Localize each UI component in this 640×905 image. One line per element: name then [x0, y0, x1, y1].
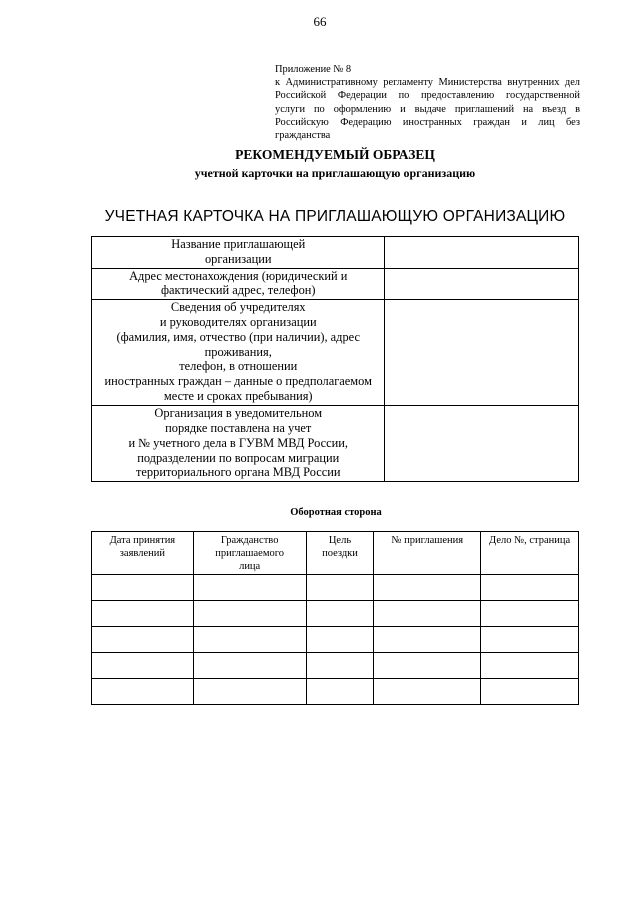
table-cell: [92, 679, 194, 705]
appendix-line: Российскую Федерацию иностранных граждан и лиц без: [275, 116, 580, 128]
table-row: [92, 627, 579, 653]
table-cell: [92, 627, 194, 653]
table-cell: [481, 575, 579, 601]
page-number: 66: [313, 14, 327, 29]
table-row: [92, 653, 579, 679]
card-row-value: [385, 237, 579, 269]
table-cell: [374, 679, 481, 705]
table-cell: [193, 627, 306, 653]
label-line: Сведения об учредителях: [170, 300, 306, 315]
table-cell: [374, 575, 481, 601]
column-header: [306, 532, 374, 575]
sample-subtitle: учетной карточки на приглашающую организацию: [194, 166, 476, 180]
card-row-value: [385, 300, 579, 406]
appendix-line: к Административному регламенту Министерства внутренних дел: [275, 77, 580, 89]
table-cell: [374, 627, 481, 653]
label-line: фактический адрес, телефон): [160, 283, 316, 298]
appendix-line: услуги по оформлению и выдаче приглашений на въезд в: [275, 103, 580, 115]
appendix-line: Приложение № 8: [275, 64, 352, 75]
reverse-side-title: Оборотная сторона: [290, 507, 382, 518]
header-line: лица: [239, 561, 261, 572]
table-cell: [374, 653, 481, 679]
table-cell: [481, 653, 579, 679]
reverse-table: [91, 531, 579, 705]
table-cell: [193, 653, 306, 679]
header-line: № приглашения: [391, 535, 464, 546]
table-cell: [481, 679, 579, 705]
table-cell: [306, 575, 374, 601]
label-line: подразделении по вопросам миграции: [137, 450, 340, 465]
card-row-value: [385, 406, 579, 482]
reverse-header-row: [92, 532, 579, 575]
label-line: и руководителях организации: [159, 314, 317, 329]
label-line: Название приглашающей: [171, 237, 306, 251]
label-line: территориального органа МВД России: [136, 465, 341, 480]
card-row: [92, 268, 579, 300]
card-row-label: [92, 268, 385, 300]
table-row: [92, 679, 579, 705]
header-line: Дата принятия: [109, 535, 176, 546]
appendix-line: гражданства: [275, 130, 331, 142]
label-line: Адрес местонахождения (юридический и: [129, 268, 348, 283]
label-line: Организация в уведомительном: [154, 406, 323, 421]
table-cell: [193, 601, 306, 627]
label-line: организации: [204, 251, 272, 266]
appendix-line: Российской Федерации по предоставлению государственной: [275, 90, 580, 102]
label-line: (фамилия, имя, отчество (при наличии), адрес: [116, 329, 360, 344]
header-line: Гражданство: [220, 535, 279, 546]
table-cell: [92, 601, 194, 627]
label-line: и № учетного дела в ГУВМ МВД России,: [128, 435, 349, 450]
card-title: УЧЕТНАЯ КАРТОЧКА НА ПРИГЛАШАЮЩУЮ ОРГАНИЗАЦИЮ: [104, 208, 566, 225]
label-line: телефон, в отношении: [179, 359, 298, 374]
card-row: [92, 237, 579, 269]
label-line: порядке поставлена на учет: [165, 420, 312, 435]
label-line: проживания,: [204, 344, 272, 359]
table-row: [92, 601, 579, 627]
card-row-label: [92, 237, 385, 269]
table-cell: [481, 601, 579, 627]
card-table: [91, 236, 579, 482]
column-header: [481, 532, 579, 575]
card-row-value: [385, 268, 579, 300]
card-row: [92, 300, 579, 406]
header-line: заявлений: [119, 548, 165, 559]
column-header: [374, 532, 481, 575]
label-line: иностранных граждан – данные о предполагаемом: [104, 374, 372, 389]
table-cell: [306, 627, 374, 653]
header-line: Дело №, страница: [489, 535, 571, 546]
table-cell: [306, 601, 374, 627]
column-header: [193, 532, 306, 575]
label-line: месте и сроках пребывания): [163, 388, 313, 403]
table-cell: [306, 653, 374, 679]
table-cell: [92, 653, 194, 679]
table-row: [92, 575, 579, 601]
table-cell: [481, 627, 579, 653]
sample-title: РЕКОМЕНДУЕМЫЙ ОБРАЗЕЦ: [235, 147, 435, 162]
table-cell: [92, 575, 194, 601]
card-row-label: [92, 406, 385, 482]
header-line: приглашаемого: [215, 548, 285, 559]
header-line: поездки: [322, 548, 358, 559]
table-cell: [193, 679, 306, 705]
table-cell: [374, 601, 481, 627]
table-cell: [193, 575, 306, 601]
column-header: [92, 532, 194, 575]
appendix-note: [275, 63, 580, 142]
header-line: Цель: [328, 535, 352, 546]
card-row: [92, 406, 579, 482]
card-row-label: [92, 300, 385, 406]
table-cell: [306, 679, 374, 705]
